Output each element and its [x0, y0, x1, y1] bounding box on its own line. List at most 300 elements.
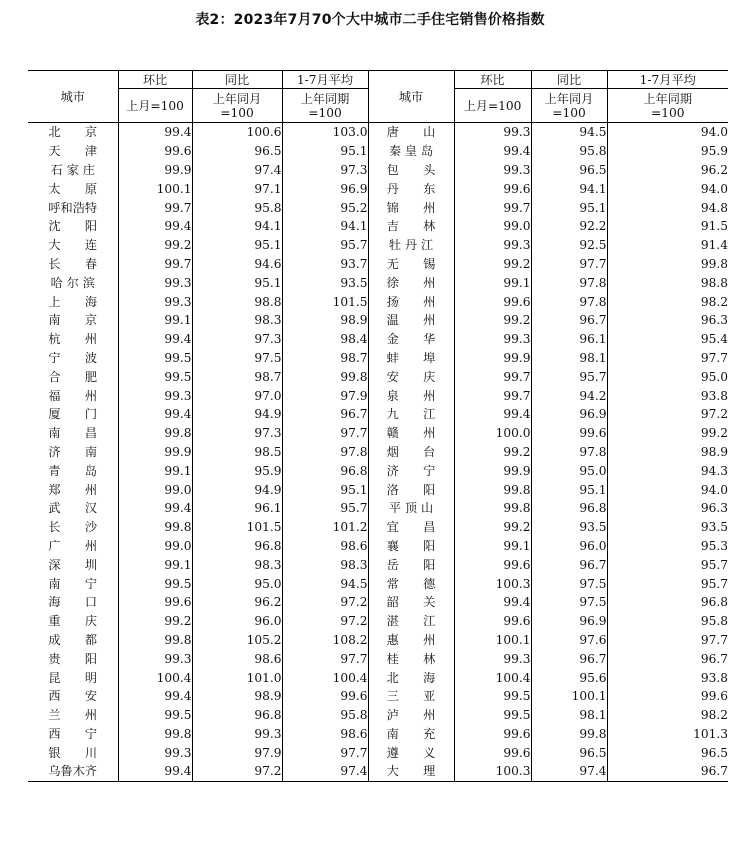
- mom-value-cell: 99.8: [118, 424, 192, 443]
- avg-value-cell: 108.2: [282, 631, 368, 650]
- yoy-value-cell: 92.5: [531, 236, 607, 255]
- mom-value-cell: 99.8: [454, 499, 531, 518]
- city-name-cell: 石 家 庄: [28, 161, 118, 180]
- avg-value-cell: 96.2: [700, 162, 728, 177]
- city-name-cell: 北 京: [28, 123, 118, 142]
- yoy-value-cell: 96.5: [531, 743, 607, 762]
- city-name-cell: 天 津: [28, 142, 118, 161]
- city-name-cell: 青 岛: [28, 461, 118, 480]
- city-name-cell: 金 华: [368, 330, 454, 349]
- mom-value-cell: 99.8: [118, 518, 192, 537]
- mom-value-cell: 100.4: [118, 668, 192, 687]
- city-name-cell: 南 宁: [28, 574, 118, 593]
- yoy-value-cell: 98.1: [531, 706, 607, 725]
- mom-value-cell: 99.6: [454, 179, 531, 198]
- mom-value-cell: 99.4: [118, 499, 192, 518]
- yoy-value-cell: 96.0: [192, 612, 282, 631]
- mom-value-cell: 99.5: [118, 367, 192, 386]
- mom-value-cell: 99.3: [454, 649, 531, 668]
- table-row: [28, 367, 728, 386]
- mom-value-cell: 99.4: [118, 217, 192, 236]
- avg-value-cell: 96.7: [282, 405, 368, 424]
- mom-value-cell: 99.5: [118, 706, 192, 725]
- yoy-value-cell: 96.8: [531, 499, 607, 518]
- yoy-value-cell: 97.1: [192, 179, 282, 198]
- yoy-value-cell: 97.0: [192, 386, 282, 405]
- mom-value-cell: 99.8: [118, 725, 192, 744]
- city-name-cell: 秦 皇 岛: [368, 142, 454, 161]
- city-name-cell: 大 连: [28, 236, 118, 255]
- city-name-cell: 哈 尔 滨: [28, 273, 118, 292]
- yoy-value-cell: 93.5: [531, 518, 607, 537]
- yoy-value-cell: 95.0: [531, 461, 607, 480]
- city-name-cell: 厦 门: [28, 405, 118, 424]
- yoy-base-label: 上年同月 =100: [192, 89, 282, 123]
- mom-column-header: 环比: [118, 71, 192, 89]
- city-name-cell: 南 昌: [28, 424, 118, 443]
- avg-value-cell: 95.1: [282, 142, 368, 161]
- yoy-value-cell: 97.6: [531, 631, 607, 650]
- city-name-cell: 遵 义: [368, 743, 454, 762]
- table-row: [28, 593, 728, 612]
- mom-value-cell: 99.2: [454, 255, 531, 274]
- avg-value-cell: 95.7: [700, 576, 728, 591]
- city-name-cell: 福 州: [28, 386, 118, 405]
- city-name-cell: 昆 明: [28, 668, 118, 687]
- mom-value-cell: 99.6: [454, 555, 531, 574]
- mom-base-label: 上月=100: [454, 89, 531, 123]
- mom-value-cell: 100.4: [454, 668, 531, 687]
- mom-value-cell: 99.7: [118, 255, 192, 274]
- city-name-cell: 岳 阳: [368, 555, 454, 574]
- yoy-value-cell: 96.0: [531, 537, 607, 556]
- mom-value-cell: 99.6: [454, 292, 531, 311]
- mom-value-cell: 99.4: [118, 123, 192, 142]
- table-row: [28, 725, 728, 744]
- yoy-value-cell: 96.7: [531, 311, 607, 330]
- yoy-value-cell: 96.2: [192, 593, 282, 612]
- yoy-value-cell: 97.5: [531, 593, 607, 612]
- avg-column-header: 1-7月平均: [282, 71, 368, 89]
- yoy-value-cell: 95.6: [531, 668, 607, 687]
- table-row: [28, 217, 728, 236]
- yoy-value-cell: 97.4: [192, 161, 282, 180]
- city-name-cell: 九 江: [368, 405, 454, 424]
- mom-value-cell: 99.9: [118, 161, 192, 180]
- mom-value-cell: 99.5: [454, 687, 531, 706]
- mom-value-cell: 99.2: [118, 612, 192, 631]
- avg-value-cell: 96.8: [700, 595, 728, 610]
- city-name-cell: 宁 波: [28, 349, 118, 368]
- table-body: [28, 123, 728, 782]
- yoy-value-cell: 94.6: [192, 255, 282, 274]
- yoy-value-cell: 98.9: [192, 687, 282, 706]
- table-row: [28, 555, 728, 574]
- mom-value-cell: 99.5: [454, 706, 531, 725]
- avg-value-cell: 94.5: [282, 574, 368, 593]
- mom-value-cell: 99.3: [118, 386, 192, 405]
- yoy-value-cell: 98.6: [192, 649, 282, 668]
- yoy-column-header: 同比: [192, 71, 282, 89]
- mom-value-cell: 99.3: [118, 292, 192, 311]
- city-name-cell: 宜 昌: [368, 518, 454, 537]
- avg-value-cell: 93.8: [700, 388, 728, 403]
- avg-value-cell: 95.8: [700, 614, 728, 629]
- mom-value-cell: 99.5: [118, 574, 192, 593]
- avg-value-cell: 91.5: [700, 219, 728, 234]
- mom-value-cell: 99.6: [118, 593, 192, 612]
- yoy-value-cell: 100.6: [192, 123, 282, 142]
- yoy-value-cell: 97.3: [192, 424, 282, 443]
- city-name-cell: 温 州: [368, 311, 454, 330]
- yoy-value-cell: 99.6: [531, 424, 607, 443]
- yoy-value-cell: 94.5: [531, 123, 607, 142]
- city-name-cell: 无 锡: [368, 255, 454, 274]
- table-row: [28, 443, 728, 462]
- city-name-cell: 常 德: [368, 574, 454, 593]
- yoy-value-cell: 94.1: [531, 179, 607, 198]
- yoy-value-cell: 97.5: [192, 349, 282, 368]
- mom-value-cell: 99.9: [454, 461, 531, 480]
- avg-value-cell: 96.9: [282, 179, 368, 198]
- mom-value-cell: 99.4: [454, 593, 531, 612]
- table-row: [28, 386, 728, 405]
- mom-value-cell: 99.4: [118, 762, 192, 781]
- avg-value-cell: 94.1: [282, 217, 368, 236]
- mom-value-cell: 99.8: [118, 631, 192, 650]
- city-column-header: 城市: [368, 71, 454, 123]
- mom-value-cell: 99.6: [454, 612, 531, 631]
- table-row: [28, 255, 728, 274]
- city-name-cell: 长 春: [28, 255, 118, 274]
- yoy-value-cell: 98.5: [192, 443, 282, 462]
- avg-value-cell: 95.4: [700, 332, 728, 347]
- mom-column-header: 环比: [454, 71, 531, 89]
- mom-value-cell: 99.6: [454, 743, 531, 762]
- avg-value-cell: 96.5: [700, 745, 728, 760]
- avg-value-cell: 94.0: [700, 181, 728, 196]
- avg-value-cell: 98.7: [282, 349, 368, 368]
- mom-value-cell: 99.3: [454, 330, 531, 349]
- table-row: [28, 687, 728, 706]
- mom-value-cell: 99.3: [118, 649, 192, 668]
- avg-value-cell: 96.7: [607, 762, 728, 781]
- yoy-value-cell: 96.9: [531, 612, 607, 631]
- yoy-value-cell: 96.8: [192, 537, 282, 556]
- avg-value-cell: 91.4: [700, 238, 728, 253]
- table-row: [28, 649, 728, 668]
- yoy-value-cell: 96.1: [192, 499, 282, 518]
- yoy-value-cell: 95.1: [531, 198, 607, 217]
- mom-base-label: 上月=100: [118, 89, 192, 123]
- mom-value-cell: 99.8: [454, 480, 531, 499]
- avg-value-cell: 94.0: [700, 125, 728, 140]
- yoy-value-cell: 97.8: [531, 273, 607, 292]
- city-column-header: 城市: [28, 71, 118, 123]
- city-name-cell: 湛 江: [368, 612, 454, 631]
- avg-value-cell: 95.7: [282, 236, 368, 255]
- city-name-cell: 西 安: [28, 687, 118, 706]
- yoy-value-cell: 98.1: [531, 349, 607, 368]
- avg-value-cell: 95.1: [282, 480, 368, 499]
- avg-value-cell: 97.2: [700, 407, 728, 422]
- city-name-cell: 成 都: [28, 631, 118, 650]
- mom-value-cell: 99.3: [118, 273, 192, 292]
- table-row: [28, 405, 728, 424]
- city-name-cell: 贵 阳: [28, 649, 118, 668]
- mom-value-cell: 99.0: [454, 217, 531, 236]
- yoy-value-cell: 96.5: [531, 161, 607, 180]
- yoy-value-cell: 96.5: [192, 142, 282, 161]
- yoy-value-cell: 97.8: [531, 443, 607, 462]
- table-row: [28, 273, 728, 292]
- table-row: [28, 499, 728, 518]
- avg-base-label: 上年同期 =100: [282, 89, 368, 123]
- city-name-cell: 海 口: [28, 593, 118, 612]
- city-name-cell: 泉 州: [368, 386, 454, 405]
- avg-value-cell: 98.6: [282, 725, 368, 744]
- mom-value-cell: 99.9: [118, 443, 192, 462]
- city-name-cell: 蚌 埠: [368, 349, 454, 368]
- mom-value-cell: 100.3: [454, 574, 531, 593]
- mom-value-cell: 99.2: [454, 518, 531, 537]
- table-row: [28, 424, 728, 443]
- mom-value-cell: 100.0: [454, 424, 531, 443]
- mom-value-cell: 100.3: [454, 762, 531, 781]
- avg-value-cell: 96.7: [700, 651, 728, 666]
- city-name-cell: 丹 东: [368, 179, 454, 198]
- avg-value-cell: 94.0: [700, 482, 728, 497]
- avg-value-cell: 97.4: [282, 762, 368, 781]
- city-name-cell: 大 理: [368, 762, 454, 781]
- avg-value-cell: 98.6: [282, 537, 368, 556]
- table-row: [28, 762, 728, 781]
- avg-value-cell: 97.7: [282, 424, 368, 443]
- city-name-cell: 西 宁: [28, 725, 118, 744]
- avg-value-cell: 93.5: [700, 520, 728, 535]
- avg-value-cell: 95.3: [700, 538, 728, 553]
- avg-value-cell: 101.5: [282, 292, 368, 311]
- avg-value-cell: 99.6: [700, 689, 728, 704]
- yoy-value-cell: 95.1: [531, 480, 607, 499]
- yoy-column-header: 同比: [531, 71, 607, 89]
- mom-value-cell: 99.4: [454, 405, 531, 424]
- avg-value-cell: 97.7: [700, 350, 728, 365]
- city-name-cell: 济 宁: [368, 461, 454, 480]
- yoy-value-cell: 98.7: [192, 367, 282, 386]
- avg-value-cell: 96.3: [700, 313, 728, 328]
- city-name-cell: 重 庆: [28, 612, 118, 631]
- city-name-cell: 济 南: [28, 443, 118, 462]
- table-row: [28, 123, 728, 142]
- yoy-value-cell: 92.2: [531, 217, 607, 236]
- yoy-value-cell: 97.2: [192, 762, 282, 781]
- city-name-cell: 上 海: [28, 292, 118, 311]
- yoy-value-cell: 99.3: [192, 725, 282, 744]
- yoy-value-cell: 95.1: [192, 273, 282, 292]
- avg-value-cell: 96.3: [700, 501, 728, 516]
- avg-value-cell: 101.3: [693, 726, 728, 741]
- avg-value-cell: 97.2: [282, 593, 368, 612]
- avg-value-cell: 95.7: [282, 499, 368, 518]
- city-name-cell: 南 京: [28, 311, 118, 330]
- yoy-value-cell: 96.1: [531, 330, 607, 349]
- table-row: [28, 631, 728, 650]
- mom-value-cell: 99.3: [454, 236, 531, 255]
- yoy-value-cell: 97.3: [192, 330, 282, 349]
- table-title: 表2：2023年7月70个大中城市二手住宅销售价格指数: [195, 12, 545, 28]
- yoy-value-cell: 97.4: [531, 762, 607, 781]
- avg-value-cell: 97.7: [282, 743, 368, 762]
- avg-value-cell: 99.2: [700, 426, 728, 441]
- mom-value-cell: 99.7: [118, 198, 192, 217]
- avg-value-cell: 97.7: [700, 632, 728, 647]
- city-name-cell: 北 海: [368, 668, 454, 687]
- city-name-cell: 郑 州: [28, 480, 118, 499]
- table-row: [28, 743, 728, 762]
- avg-value-cell: 98.3: [282, 555, 368, 574]
- yoy-value-cell: 95.1: [192, 236, 282, 255]
- city-name-cell: 乌鲁木齐: [28, 762, 118, 781]
- table-header: [28, 71, 728, 123]
- city-name-cell: 桂 林: [368, 649, 454, 668]
- yoy-value-cell: 94.2: [531, 386, 607, 405]
- avg-value-cell: 98.9: [700, 444, 728, 459]
- mom-value-cell: 99.1: [118, 311, 192, 330]
- mom-value-cell: 100.1: [118, 179, 192, 198]
- yoy-value-cell: 100.1: [531, 687, 607, 706]
- mom-value-cell: 99.1: [118, 555, 192, 574]
- yoy-value-cell: 96.7: [531, 555, 607, 574]
- avg-value-cell: 98.8: [700, 275, 728, 290]
- yoy-value-cell: 95.0: [192, 574, 282, 593]
- table-row: [28, 349, 728, 368]
- city-name-cell: 徐 州: [368, 273, 454, 292]
- table-row: [28, 668, 728, 687]
- yoy-value-cell: 105.2: [192, 631, 282, 650]
- city-name-cell: 杭 州: [28, 330, 118, 349]
- yoy-value-cell: 101.0: [192, 668, 282, 687]
- avg-value-cell: 99.8: [282, 367, 368, 386]
- table-row: [28, 330, 728, 349]
- city-name-cell: 太 原: [28, 179, 118, 198]
- yoy-value-cell: 95.9: [192, 461, 282, 480]
- mom-value-cell: 99.1: [454, 537, 531, 556]
- table-row: [28, 518, 728, 537]
- yoy-value-cell: 98.8: [192, 292, 282, 311]
- city-name-cell: 洛 阳: [368, 480, 454, 499]
- city-name-cell: 安 庆: [368, 367, 454, 386]
- avg-value-cell: 93.5: [282, 273, 368, 292]
- yoy-base-label: 上年同月 =100: [531, 89, 607, 123]
- yoy-value-cell: 95.8: [531, 142, 607, 161]
- city-name-cell: 长 沙: [28, 518, 118, 537]
- city-name-cell: 平 顶 山: [368, 499, 454, 518]
- avg-value-cell: 97.8: [282, 443, 368, 462]
- yoy-value-cell: 101.5: [192, 518, 282, 537]
- city-name-cell: 扬 州: [368, 292, 454, 311]
- table-row: [28, 574, 728, 593]
- yoy-value-cell: 94.9: [192, 480, 282, 499]
- mom-value-cell: 99.4: [118, 687, 192, 706]
- mom-value-cell: 99.1: [454, 273, 531, 292]
- mom-value-cell: 99.7: [454, 367, 531, 386]
- avg-value-cell: 94.3: [700, 463, 728, 478]
- avg-base-label: 上年同期 =100: [607, 89, 728, 123]
- avg-value-cell: 99.6: [282, 687, 368, 706]
- mom-value-cell: 99.7: [454, 198, 531, 217]
- avg-value-cell: 98.2: [700, 294, 728, 309]
- table-row: [28, 142, 728, 161]
- avg-value-cell: 101.2: [282, 518, 368, 537]
- mom-value-cell: 99.3: [454, 161, 531, 180]
- city-name-cell: 三 亚: [368, 687, 454, 706]
- mom-value-cell: 99.4: [118, 330, 192, 349]
- avg-value-cell: 97.2: [282, 612, 368, 631]
- avg-value-cell: 97.7: [282, 649, 368, 668]
- yoy-value-cell: 94.1: [192, 217, 282, 236]
- table-row: [28, 706, 728, 725]
- mom-value-cell: 99.2: [118, 236, 192, 255]
- city-name-cell: 唐 山: [368, 123, 454, 142]
- table-row: [28, 292, 728, 311]
- table-row: [28, 161, 728, 180]
- yoy-value-cell: 98.3: [192, 555, 282, 574]
- mom-value-cell: 100.1: [454, 631, 531, 650]
- city-name-cell: 武 汉: [28, 499, 118, 518]
- mom-value-cell: 99.5: [118, 349, 192, 368]
- yoy-value-cell: 95.8: [192, 198, 282, 217]
- mom-value-cell: 99.0: [118, 480, 192, 499]
- mom-value-cell: 99.4: [454, 142, 531, 161]
- table-row: [28, 612, 728, 631]
- yoy-value-cell: 96.8: [192, 706, 282, 725]
- mom-value-cell: 99.7: [454, 386, 531, 405]
- yoy-value-cell: 95.7: [531, 367, 607, 386]
- avg-value-cell: 97.3: [282, 161, 368, 180]
- table-row: [28, 236, 728, 255]
- city-name-cell: 广 州: [28, 537, 118, 556]
- avg-value-cell: 95.9: [700, 144, 728, 159]
- city-name-cell: 银 川: [28, 743, 118, 762]
- avg-value-cell: 94.8: [700, 200, 728, 215]
- yoy-value-cell: 97.7: [531, 255, 607, 274]
- avg-column-header: 1-7月平均: [607, 71, 728, 89]
- avg-value-cell: 98.2: [700, 708, 728, 723]
- avg-value-cell: 93.7: [282, 255, 368, 274]
- city-name-cell: 包 头: [368, 161, 454, 180]
- mom-value-cell: 99.3: [118, 743, 192, 762]
- city-name-cell: 锦 州: [368, 198, 454, 217]
- avg-value-cell: 96.8: [282, 461, 368, 480]
- mom-value-cell: 99.1: [118, 461, 192, 480]
- city-name-cell: 泸 州: [368, 706, 454, 725]
- table-row: [28, 179, 728, 198]
- table-row: [28, 198, 728, 217]
- yoy-value-cell: 97.9: [192, 743, 282, 762]
- avg-value-cell: 93.8: [700, 670, 728, 685]
- mom-value-cell: 99.3: [454, 123, 531, 142]
- table-row: [28, 311, 728, 330]
- city-name-cell: 呼和浩特: [28, 198, 118, 217]
- avg-value-cell: 95.7: [700, 557, 728, 572]
- yoy-value-cell: 99.8: [531, 725, 607, 744]
- avg-value-cell: 98.4: [282, 330, 368, 349]
- yoy-value-cell: 94.9: [192, 405, 282, 424]
- city-name-cell: 襄 阳: [368, 537, 454, 556]
- city-name-cell: 牡 丹 江: [368, 236, 454, 255]
- mom-value-cell: 99.9: [454, 349, 531, 368]
